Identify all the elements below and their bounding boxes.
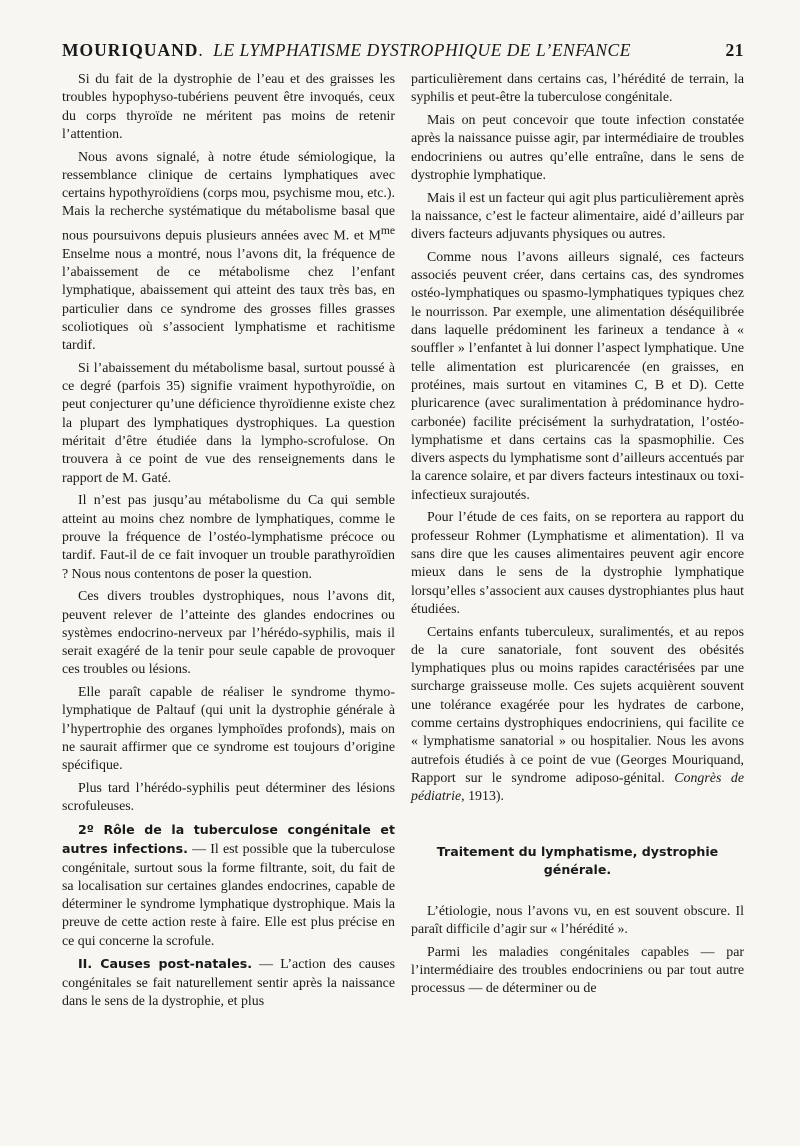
paragraph-text: , 1913).: [461, 789, 504, 805]
paragraph-text: Nous avons signalé, à notre étude sémiologique, la ressemblance clinique de certains lymphatiques avec certains hypothyroïdiens (corps mou, psychisme mou, etc.). Mais la recherche systématique du métabolisme basal que nous poursuivons depuis plusieurs années avec M. et M: [62, 149, 395, 244]
body-columns: [62, 71, 744, 1016]
paragraph: Mais on peut concevoir que toute infection constatée après la naissance puisse agir, par intermédiaire de troubles endocriniens ou autres qu’elle entraîne, dans le sens de dystrophie lymphatique.: [411, 112, 744, 183]
paragraph: Il n’est pas jusqu’au métabolisme du Ca qui semble atteint au moins chez nombre de lymphatiques, comme le prouve la fréquence de l’ostéo-lymphatisme précoce ou tardif. Faut-il de ce fait invoquer un trouble parathyroïdien ? Nous nous contentons de poser la question.: [62, 493, 395, 582]
header-author: MOURIQUAND: [62, 40, 199, 60]
paragraph: [62, 149, 395, 356]
paragraph: Pour l’étude de ces faits, on se reportera au rapport du professeur Rohmer (Lymphatisme et alimentation). Il va sans dire que les causes alimentaires peuvent agir encore mieux dans le sens de la dystrophie lymphatique lorsqu’elles s’associent aux causes dystrophiantes plus haut étudiées.: [411, 510, 744, 617]
paragraph: Ces divers troubles dystrophiques, nous l’avons dit, peuvent relever de l’atteinte des glandes endocrines ou systèmes endocrino-nerveux par l’hérédo-syphilis, mais il serait exagéré de la tenir pour seule capable de provoquer ces troubles ou lésions.: [62, 589, 395, 678]
left-column: [62, 71, 395, 1016]
paragraph-text: Enselme nous a montré, nous l’avons dit, la fréquence de l’abaissement de ce métabolisme chez l’enfant lymphatique, abaissement qui atteint des taux très bas, en particulier dans ce syndrome des grosses filles grasses scoliotiques où s’associent lymphatisme et rachitisme tardif.: [62, 246, 395, 354]
subsection-heading: II. Causes post-natales.: [78, 956, 253, 972]
paragraph: [411, 624, 744, 807]
paragraph-text: Certains enfants tuberculeux, suralimentés, et au repos de la cure sanatoriale, font souvent des obésités lymphatiques plus ou moins rapides caractérisées par une surcharge graisseuse molle. Ces sujets acquièrent souvent une tolérance exagérée pour les hydrates de carbone, comme certains dystrophiques endocriniens, qui facilite ce « lymphatisme sanatorial » ou hospitalier. Nous les avons autrefois étudiés à ce point de vue (Georges Mouriquand, Rapport sur le syndrome adiposo-génital.: [411, 624, 744, 786]
page-number: 21: [725, 40, 744, 60]
paragraph: Comme nous l’avons ailleurs signalé, ces facteurs associés peuvent créer, dans certains cas, des syndromes ostéo-lymphatiques ou spasmo-lymphatiques typiques chez le nourrisson. Par exemple, une alimentation déséquilibrée dans laquelle prédominent les farineux a tendance à « souffler » l’enfantet à lui donner l’aspect lymphatique. Une telle alimentation est pluricarencée (en graisses, en protéines, mais surtout en vitamines C, B et D). Cette pluricarence (avec suralimentation à prédominance hydro-carbonée) facilite précisément la surhydratation, l’ostéo-lymphatisme et dans certains cas la spasmophilie. Ces divers aspects du lymphatisme sont d’ailleurs accentués par la carence solaire, et par divers facteurs intestinaux ou toxi-infectieux surajoutés.: [411, 249, 744, 503]
citation: Congrès de pédiatrie: [411, 770, 744, 805]
paragraph: [62, 955, 395, 1011]
paragraph: Plus tard l’hérédo-syphilis peut déterminer des lésions scrofuleuses.: [62, 780, 395, 815]
header-separator: .: [198, 40, 204, 60]
subsection-heading: 2º Rôle de la tuberculose congénitale et autres infections.: [62, 821, 395, 857]
paragraph: [62, 821, 395, 951]
paragraph: Mais il est un facteur qui agit plus particulièrement après la naissance, c’est le facteur alimentaire, aidé d’ailleurs par divers facteurs adjuvants physiques ou autres.: [411, 190, 744, 243]
paragraph: Si du fait de la dystrophie de l’eau et des graisses les troubles hypophyso-tubériens peuvent être invoqués, ceux du corps thyroïde ne méritent pas moins de retenir l’attention.: [62, 72, 395, 142]
superscript: me: [380, 223, 395, 237]
paragraph: Si l’abaissement du métabolisme basal, surtout poussé à ce degré (parfois 35) signifie vraiment hypothyroïdie, on peut conjecturer qu’une déficience thyroïdienne existe chez la plupart des lymphatiques dystrophiques. La question méritait d’être étudiée dans la lympho-scrofulose. On trouvera à ce point de vue des renseignements dans le rapport de M. Gaté.: [62, 360, 395, 486]
paragraph: L’étiologie, nous l’avons vu, en est souvent obscure. Il paraît difficile d’agir sur « l’hérédité ».: [411, 903, 744, 937]
running-header: [62, 40, 744, 61]
paragraph-text: — L’action des causes congénitales se fait naturellement sentir après la naissance dans le sens de la dystrophie, et plus: [62, 957, 396, 1009]
paragraph: Parmi les maladies congénitales capables — par l’intermédiaire des troubles endocriniens ou par tout autre processus — de déterminer ou de: [411, 944, 744, 997]
paragraph: Elle paraît capable de réaliser le syndrome thymo-lymphatique de Paltauf (qui unit la dystrophie générale à l’hypertrophie des organes lymphoïdes profonds), mais on ne saurait affirmer que ce syndrome est toujours d’origine spécifique.: [62, 685, 395, 774]
right-column: [411, 71, 744, 1016]
header-title: LE LYMPHATISME DYSTROPHIQUE DE L’ENFANCE: [213, 40, 631, 60]
paragraph-text: — Il est possible que la tuberculose congénitale, surtout sous la forme filtrante, soit, du fait de sa localisation sur certaines glandes endocrines, capable de déterminer le syndrome lymphatique dystrophique. Mais la preuve de cette action reste à faire. Elle est plus précise en ce qui concerne la scrofule.: [62, 842, 395, 949]
paragraph-continuation: particulièrement dans certains cas, l’hérédité de terrain, la syphilis et peut-être la tuberculose congénitale.: [411, 72, 744, 106]
section-heading: Traitement du lymphatisme, dystrophie générale.: [436, 843, 719, 877]
